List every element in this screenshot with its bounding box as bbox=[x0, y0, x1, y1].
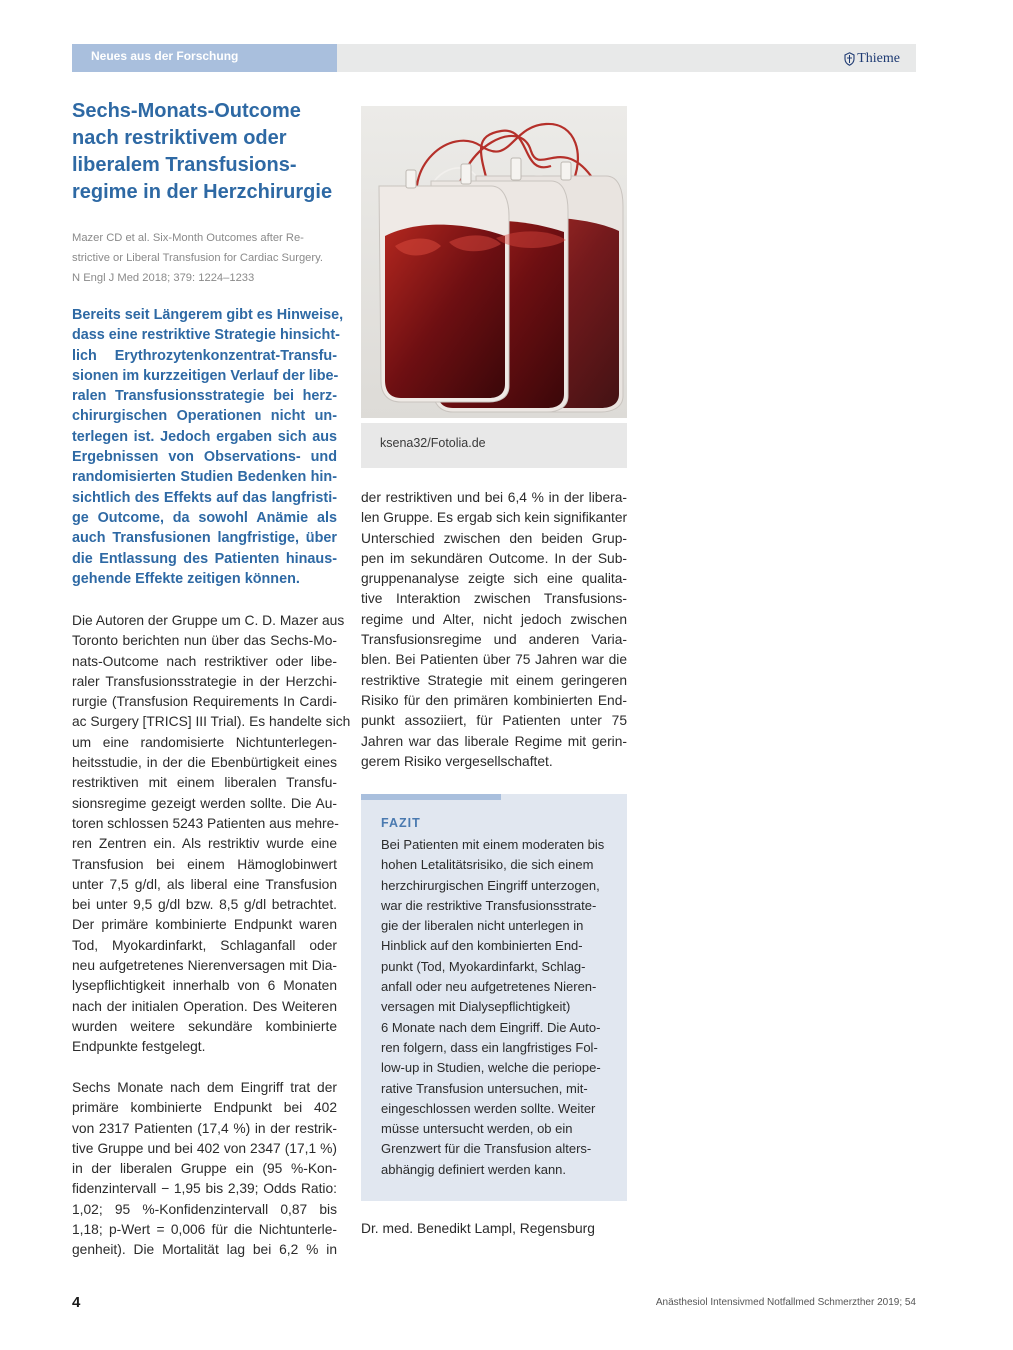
abstract-line: die Entlassung des Patienten hinaus- bbox=[72, 550, 337, 567]
fazit-line: hohen Letalitätsrisiko, die sich einem bbox=[381, 857, 594, 873]
body-line: um eine randomisierte Nichtunterlegen- bbox=[72, 734, 337, 750]
body-line: neu aufgetretenes Nierenversagen mit Dia- bbox=[72, 958, 337, 974]
body-line: blen. Bei Patienten über 75 Jahren war die bbox=[361, 652, 627, 668]
abstract-line: randomisierten Studien Bedenken hin- bbox=[72, 469, 337, 486]
article-title bbox=[72, 98, 344, 206]
fazit-line: eingeschlossen werden sollte. Weiter bbox=[381, 1100, 596, 1116]
body-line: Transfusion bei einem Hämoglobinwert bbox=[72, 856, 337, 872]
fazit-line: anfall oder neu aufgetretenes Nieren- bbox=[381, 979, 597, 995]
body-line: len Gruppe. Es ergab sich kein signifikanter bbox=[361, 510, 628, 526]
abstract-line: Ergebnissen von Observations- und bbox=[72, 449, 337, 466]
journal-citation: Anästhesiol Intensivmed Notfallmed Schmerzther 2019; 54 bbox=[655, 1297, 916, 1308]
reference-line: N Engl J Med 2018; 379: 1224–1233 bbox=[72, 272, 255, 284]
abstract-line: auch Transfusionen langfristige, über bbox=[72, 530, 337, 547]
body-line: heitsstudie, in der die Ebenbürtigkeit eines bbox=[72, 755, 337, 771]
fazit-line: punkt (Tod, Myokardinfarkt, Schlag- bbox=[381, 958, 586, 974]
body-line: wurden weitere sekundäre kombinierte bbox=[72, 1018, 337, 1034]
body-line: Tod, Myokardinfarkt, Schlaganfall oder bbox=[72, 937, 337, 953]
body-line: ren Zentren ein. Als restriktiv wurde eine bbox=[72, 836, 337, 852]
body-line: rurgie (Transfusion Requirements In Cardi- bbox=[72, 694, 337, 710]
abstract-line: sionen im kurzzeitigen Verlauf der libe- bbox=[72, 367, 339, 384]
body-line: raler Transfusionsstrategie in der Herzchi- bbox=[72, 673, 337, 689]
body-paragraph-2 bbox=[72, 1078, 337, 1261]
abstract-line: chirurgischen Operationen nicht un- bbox=[72, 408, 337, 425]
body-line: pen im sekundären Outcome. In der Sub- bbox=[361, 550, 627, 566]
abstract-line: terlegen ist. Jedoch ergaben sich aus bbox=[72, 428, 337, 445]
image-caption-box bbox=[361, 423, 627, 468]
title-line: liberalem Transfusions- bbox=[72, 154, 297, 176]
section-label: Neues aus der Forschung bbox=[91, 49, 239, 63]
title-line: Sechs-Monats-Outcome bbox=[72, 100, 301, 122]
author-signature: Dr. med. Benedikt Lampl, Regensburg bbox=[361, 1221, 595, 1236]
body-line: gruppenanalyse zeigte sich eine qualita- bbox=[361, 571, 627, 587]
body-line: sionsregime gezeigt werden sollte. Die Au- bbox=[72, 795, 337, 811]
fazit-line: herzchirurgischen Eingriff unterzogen, bbox=[381, 877, 600, 893]
body-line: tive Gruppe und bei 402 von 2347 (17,1 %) bbox=[72, 1140, 337, 1156]
fazit-text bbox=[381, 835, 616, 1180]
body-line: fidenzintervall − 1,95 bis 2,39; Odds Ratio: bbox=[72, 1181, 337, 1197]
fazit-line: 6 Monate nach dem Eingriff. Die Auto- bbox=[381, 1019, 601, 1035]
body-paragraph-1 bbox=[72, 611, 351, 1058]
abstract-line: ralen Transfusionsstrategie bei herz- bbox=[72, 388, 337, 405]
body-line: tive Interaktion zwischen Transfusions- bbox=[361, 591, 627, 607]
body-line: Risiko für den primären kombinierten End- bbox=[361, 692, 627, 708]
fazit-line: low-up in Studien, welche die periope- bbox=[381, 1060, 601, 1076]
publisher-logo bbox=[844, 50, 900, 68]
body-line: nach der initialen Operation. Des Weiteren bbox=[72, 998, 337, 1014]
body-line: 1,02; 95 %-Konfidenzintervall 0,87 bis bbox=[72, 1201, 337, 1217]
body-line: genheit). Die Mortalität lag bei 6,2 % in bbox=[72, 1242, 337, 1258]
fazit-box bbox=[361, 794, 627, 1201]
body-line: gerem Risiko vergesellschaftet. bbox=[361, 753, 553, 769]
blood-bags-photo bbox=[361, 106, 627, 418]
body-line: 1,18; p-Wert = 0,006 für die Nichtunterle- bbox=[72, 1222, 337, 1238]
body-line: bei unter 9,5 g/dl bzw. 8,5 g/dl betrachtet. bbox=[72, 897, 337, 913]
abstract-line: Bereits seit Längerem gibt es Hinweise, bbox=[72, 307, 344, 323]
fazit-line: war die restriktive Transfusionsstrate- bbox=[381, 897, 597, 913]
body-line: Toronto berichten nun über das Sechs-Mo- bbox=[72, 633, 337, 649]
reference-line: strictive or Liberal Transfusion for Cardiac Surgery. bbox=[72, 252, 323, 264]
fazit-line: müsse untersucht werden, ob ein bbox=[381, 1121, 573, 1137]
body-line: Endpunkte festgelegt. bbox=[72, 1039, 206, 1055]
title-line: nach restriktivem oder bbox=[72, 127, 287, 149]
body-line: Sechs Monate nach dem Eingriff trat der bbox=[72, 1080, 337, 1095]
thieme-emblem-icon bbox=[844, 52, 855, 66]
title-line: regime in der Herzchirurgie bbox=[72, 181, 333, 203]
body-line: Transfusionsregime und anderen Varia- bbox=[361, 632, 627, 648]
body-line: regime und Alter, nicht jedoch zwischen bbox=[361, 611, 627, 627]
body-line: von 2317 Patienten (17,4 %) in der restrik- bbox=[72, 1120, 337, 1136]
body-line: ac Surgery [TRICS] III Trial). Es handelte sich bbox=[72, 714, 351, 730]
fazit-line: versagen mit Dialysepflichtigkeit) bbox=[381, 999, 571, 1015]
abstract bbox=[72, 305, 344, 589]
fazit-line: abhängig definiert werden kann. bbox=[381, 1161, 567, 1177]
body-line: Die Autoren der Gruppe um C. D. Mazer aus bbox=[72, 613, 345, 628]
citation-reference bbox=[72, 228, 342, 288]
reference-line: Mazer CD et al. Six-Month Outcomes after Re- bbox=[72, 232, 304, 244]
abstract-line: lich Erythrozytenkonzentrat-Transfu- bbox=[72, 347, 337, 364]
fazit-line: ren folgern, dass ein langfristiges Fol- bbox=[381, 1039, 598, 1055]
body-line: unter 7,5 g/dl, als liberal eine Transfusion bbox=[72, 876, 337, 892]
body-line: toren schlossen 5243 Patienten aus mehre- bbox=[72, 815, 339, 831]
abstract-line: ge Outcome, da sowohl Anämie als bbox=[72, 509, 337, 526]
page-number: 4 bbox=[72, 1294, 81, 1311]
fazit-line: rative Transfusion untersuchen, mit- bbox=[381, 1080, 588, 1096]
body-line: restriktive Strategie mit einem geringeren bbox=[361, 672, 627, 688]
body-paragraph-3 bbox=[361, 488, 627, 772]
fazit-line: gie der liberalen nicht unterlegen in bbox=[381, 918, 584, 934]
body-line: in der liberalen Gruppe ein (95 %-Kon- bbox=[72, 1161, 337, 1177]
abstract-line: sichtlich des Effekts auf das langfristi- bbox=[72, 489, 337, 506]
body-line: nats-Outcome nach restriktiver oder libe- bbox=[72, 653, 337, 669]
body-line: punkt assoziiert, für Patienten unter 75 bbox=[361, 713, 627, 729]
body-line: lysepflichtigkeit innerhalb von 6 Monaten bbox=[72, 978, 337, 994]
body-line: primäre kombinierte Endpunkt bei 402 bbox=[72, 1100, 337, 1116]
fazit-accent-bar bbox=[361, 794, 501, 800]
fazit-line: Hinblick auf den kombinierten End- bbox=[381, 938, 583, 954]
brand-name: Thieme bbox=[857, 51, 900, 66]
abstract-line: dass eine restriktive Strategie hinsicht- bbox=[72, 327, 340, 344]
fazit-line: Bei Patienten mit einem moderaten bis bbox=[381, 837, 605, 852]
body-line: Jahren war das liberale Regime mit gerin- bbox=[361, 733, 627, 749]
body-line: Der primäre kombinierte Endpunkt waren bbox=[72, 917, 337, 933]
fazit-line: Grenzwert für die Transfusion alters- bbox=[381, 1141, 592, 1157]
body-line: der restriktiven und bei 6,4 % in der libera- bbox=[361, 490, 627, 505]
body-line: Unterschied zwischen den beiden Grup- bbox=[361, 530, 627, 546]
image-credit: ksena32/Fotolia.de bbox=[380, 436, 486, 450]
fazit-heading: FAZIT bbox=[381, 816, 421, 830]
body-line: restriktiven mit einem liberalen Transfu- bbox=[72, 775, 337, 791]
abstract-line: gehende Effekte zeitigen können. bbox=[72, 570, 300, 587]
